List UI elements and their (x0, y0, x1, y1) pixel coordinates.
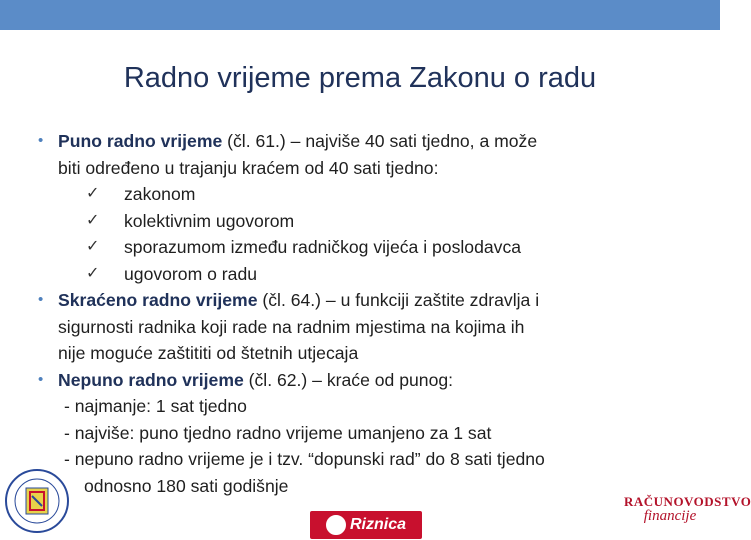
check-item (38, 261, 698, 288)
bullet-term: Skraćeno radno vrijeme (58, 290, 258, 310)
check-item (38, 234, 698, 261)
emblem-logo (4, 468, 70, 534)
racunovodstvo-logo-line2: financije (643, 508, 697, 524)
bullet-text-cont: sigurnosti radnika koji rade na radnim mjestima na kojima ih (58, 316, 525, 337)
check-item (38, 181, 698, 208)
bullet-puno (38, 128, 698, 181)
racunovodstvo-logo (624, 494, 751, 538)
slide-title: Radno vrijeme prema Zakonu o radu (123, 62, 597, 94)
check-item (38, 208, 698, 235)
bullet-term: Nepuno radno vrijeme (58, 369, 244, 390)
dash-item: - nepuno radno vrijeme je i tzv. “dopunski rad” do 8 sati tjedno (64, 449, 545, 469)
checkmark-icon: ✓ (86, 238, 100, 255)
bullet-text-cont: nije moguće zaštititi od štetnih utjecaja (58, 343, 359, 363)
checkmark-icon: ✓ (86, 211, 100, 229)
riznica-logo (310, 511, 422, 539)
seal-icon (326, 515, 346, 535)
checkmark-icon: ✓ (86, 185, 100, 202)
bullet-skraceno (38, 287, 698, 367)
bullet-term: Puno radno vrijeme (58, 131, 223, 151)
racunovodstvo-logo-line1: RAČUNOVODSTVO (624, 494, 751, 509)
riznica-logo-text: Riznica (349, 516, 406, 533)
check-label: ugovorom o radu (124, 263, 258, 284)
bullet-text: (čl. 61.) – najviše 40 sati tjedno, a može (222, 131, 538, 151)
slide-content (38, 128, 698, 499)
bullet-text: (čl. 64.) – u funkciji zaštite zdravlja i (257, 290, 540, 310)
check-label: zakonom (124, 184, 196, 204)
bullet-text: (čl. 62.) – kraće od punog: (243, 369, 454, 390)
top-band (0, 0, 720, 30)
bullet-nepuno (38, 367, 698, 394)
bullet-dot-icon: • (38, 132, 44, 149)
dash-item-cont: odnosno 180 sati godišnje (84, 475, 289, 496)
check-label: kolektivnim ugovorom (124, 210, 295, 231)
bullet-dot-icon: • (38, 370, 44, 388)
check-label: sporazumom između radničkog vijeća i poslodavca (124, 237, 522, 257)
dash-item: - najmanje: 1 sat tjedno (64, 396, 247, 416)
dash-item: - najviše: puno tjedno radno vrijeme umanjeno za 1 sat (64, 422, 492, 443)
checkmark-icon: ✓ (86, 264, 100, 282)
bullet-text-cont: biti određeno u trajanju kraćem od 40 sati tjedno: (58, 157, 439, 178)
bullet-dot-icon: • (38, 291, 44, 308)
